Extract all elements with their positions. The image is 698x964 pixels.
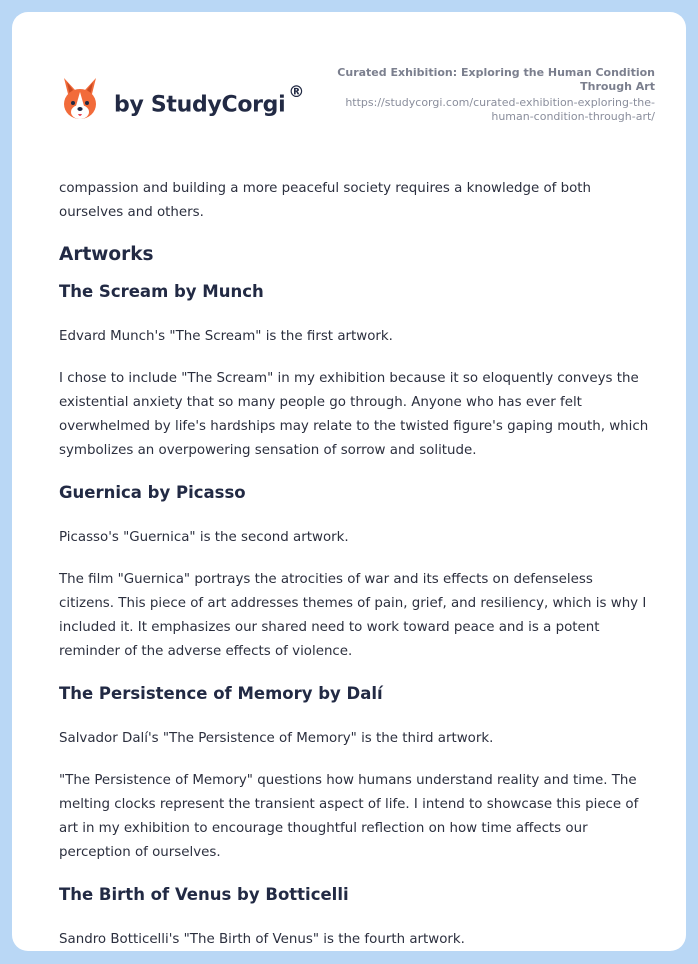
artwork-text: The film "Guernica" portrays the atrocities of war and its effects on defenseless citizens. This piece of art addresses themes of pain, grief, and resiliency, which is why I included it. It emphasizes our shared need to work toward peace and is a potent reminder of the adverse effects of violence. [59, 572, 647, 659]
registered-mark: ® [288, 82, 305, 102]
artwork-text: I chose to include "The Scream" in my exhibition because it so eloquently conveys the existential anxiety that so many people go through. Anyone who has ever felt overwhelmed by life's hardships may relate to the twisted figure's gaping mouth, which symbolizes an overpowering sensation of sorrow and solitude. [59, 371, 649, 458]
artwork-heading: The Birth of Venus by Botticelli [59, 885, 349, 904]
artwork-heading: The Persistence of Memory by Dalí [59, 684, 383, 703]
corgi-logo-icon [60, 76, 100, 122]
source-info [325, 66, 655, 124]
artwork-text: "The Persistence of Memory" questions how humans understand reality and time. The melting clocks represent the transient aspect of life. I intend to showcase this piece of art in my exhibition to encourage thoughtful reflection on how time affects our perception of ourselves. [59, 773, 639, 860]
document-body [59, 177, 649, 951]
intro-paragraph: compassion and building a more peaceful society requires a knowledge of both ourselves and others. [59, 181, 592, 220]
artwork-intro: Salvador Dalí's "The Persistence of Memory" is the third artwork. [59, 731, 494, 746]
brand-wordmark: StudyCorgi [150, 92, 286, 118]
artwork-heading: The Scream by Munch [59, 282, 264, 301]
section-heading-artworks: Artworks [59, 244, 154, 265]
source-url[interactable]: https://studycorgi.com/curated-exhibition-exploring-the-human-condition-through-art/ [345, 96, 655, 123]
artwork-intro: Sandro Botticelli's "The Birth of Venus" is the fourth artwork. [59, 932, 465, 947]
brand-prefix: by [114, 92, 151, 118]
studycorgi-logo[interactable] [60, 76, 304, 122]
artwork-intro: Edvard Munch's "The Scream" is the first artwork. [59, 329, 393, 344]
brand-name [114, 82, 305, 118]
artwork-heading: Guernica by Picasso [59, 483, 246, 502]
document-page [12, 12, 686, 951]
source-title: Curated Exhibition: Exploring the Human Condition Through Art [337, 66, 655, 93]
artwork-intro: Picasso's "Guernica" is the second artwork. [59, 530, 349, 545]
